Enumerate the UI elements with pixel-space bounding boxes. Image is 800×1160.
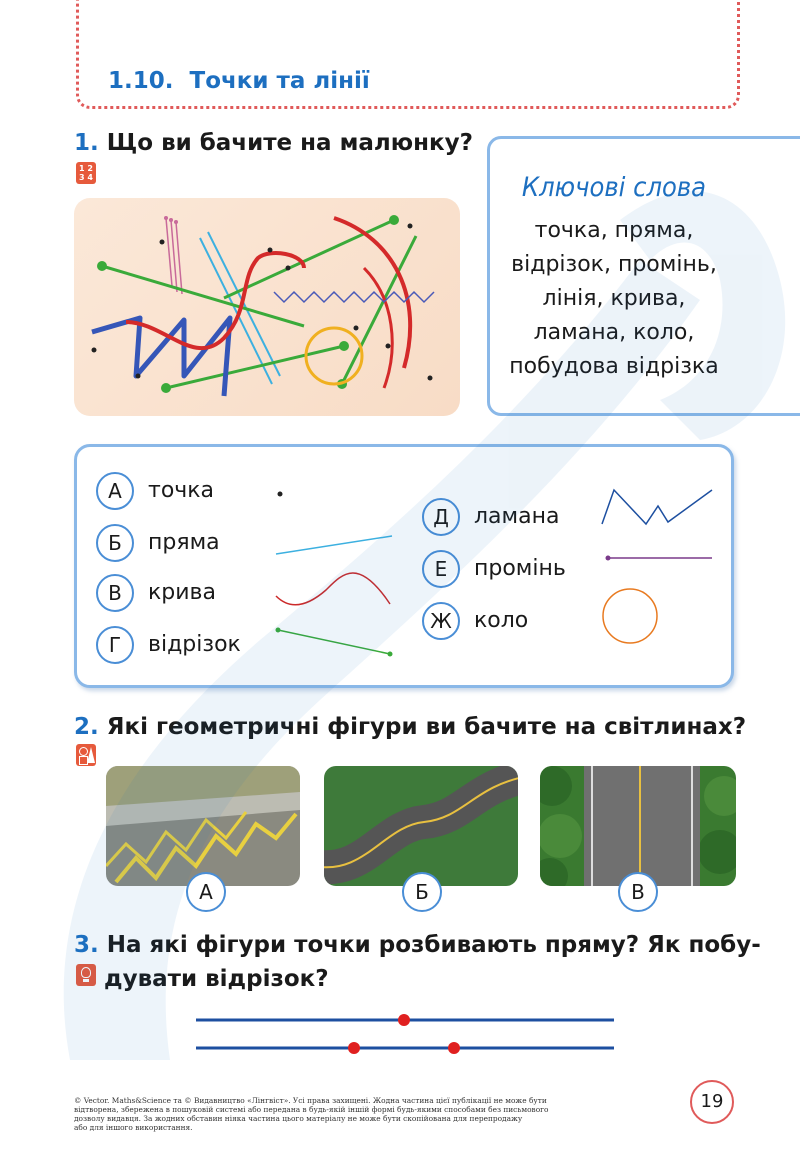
legend-label-polyline: ламана [474,504,560,529]
question-2-text: Які геометричні фігури ви бачите на світлинах? [106,714,747,740]
question-3-line-2: дувати відрізок? [104,966,329,992]
legend-label-circle: коло [474,608,529,633]
legend-letter: Д [422,498,460,536]
copyright-line: або для іншого використання. [74,1123,193,1132]
section-title [108,68,370,94]
badge-line-1: 1 2 [79,164,93,173]
copyright-line: дозволу видавця. За жодних обставин ніяка частина цього матеріалу не може бути скопійована для перепродажу [74,1114,523,1123]
question-1-text: Що ви бачите на малюнку? [106,130,473,156]
question-3-text-1: На які фігури точки розбивають пряму? Як побу- [106,932,761,958]
photo-curved-road [324,766,518,886]
legend-label-curve: крива [148,580,216,605]
polyline-figure [602,490,712,524]
keywords-line: ламана, коло, [533,320,695,345]
question-1-number: 1. [74,130,99,156]
segment-figure [278,630,390,654]
legend-letter: В [96,574,134,612]
shapes-badge-icon [76,744,96,766]
copyright-notice [74,1096,674,1132]
section-name: Точки та лінії [189,68,370,94]
circle-figure [603,589,657,643]
legend-label-line: пряма [148,530,220,555]
straight-line-figure [276,536,392,554]
keywords-line: точка, пряма, [534,218,694,243]
legend-letter: Е [422,550,460,588]
page-number: 19 [690,1080,734,1124]
keywords-line: побудова відрізка [509,354,719,379]
keywords-line: відрізок, промінь, [511,252,717,277]
badge-line-2: 3 4 [79,173,93,182]
figures-picture [74,198,460,416]
question-2-number: 2. [74,714,99,740]
question-1-title [74,130,473,156]
legend-label-point: точка [148,478,215,503]
photo-letter: В [618,872,658,912]
question-3-line-1 [74,932,761,958]
lines-with-points-figure [190,1010,620,1056]
legend-label-segment: відрізок [148,632,241,657]
counting-badge-icon [76,162,96,184]
legend-letter: А [96,472,134,510]
keywords-title: Ключові слова [521,172,707,203]
section-number: 1.10. [108,68,174,94]
curve-figure [276,573,390,605]
legend-letter: Г [96,626,134,664]
photo-zigzag-road-marking [106,766,300,886]
copyright-line: © Vector. Maths&Science та © Видавництво «Лінгвіст». Усі права захищені. Жодна частина цієї публікації не може бути [74,1096,547,1105]
point-figure [278,492,283,497]
legend-label-ray: промінь [474,556,566,581]
keywords-line: лінія, крива, [542,286,686,311]
copyright-line: відтворена, збережена в пошуковій системі або передана в будь-якій іншій формі будь-якими способами без письмового [74,1105,549,1114]
legend-figures [74,444,734,688]
question-2-title [74,714,746,740]
lightbulb-icon [76,964,96,986]
photo-letter: А [186,872,226,912]
legend-letter: Ж [422,602,460,640]
question-3-number: 3. [74,932,99,958]
photo-straight-road [540,766,736,886]
photo-letter: Б [402,872,442,912]
legend-letter: Б [96,524,134,562]
